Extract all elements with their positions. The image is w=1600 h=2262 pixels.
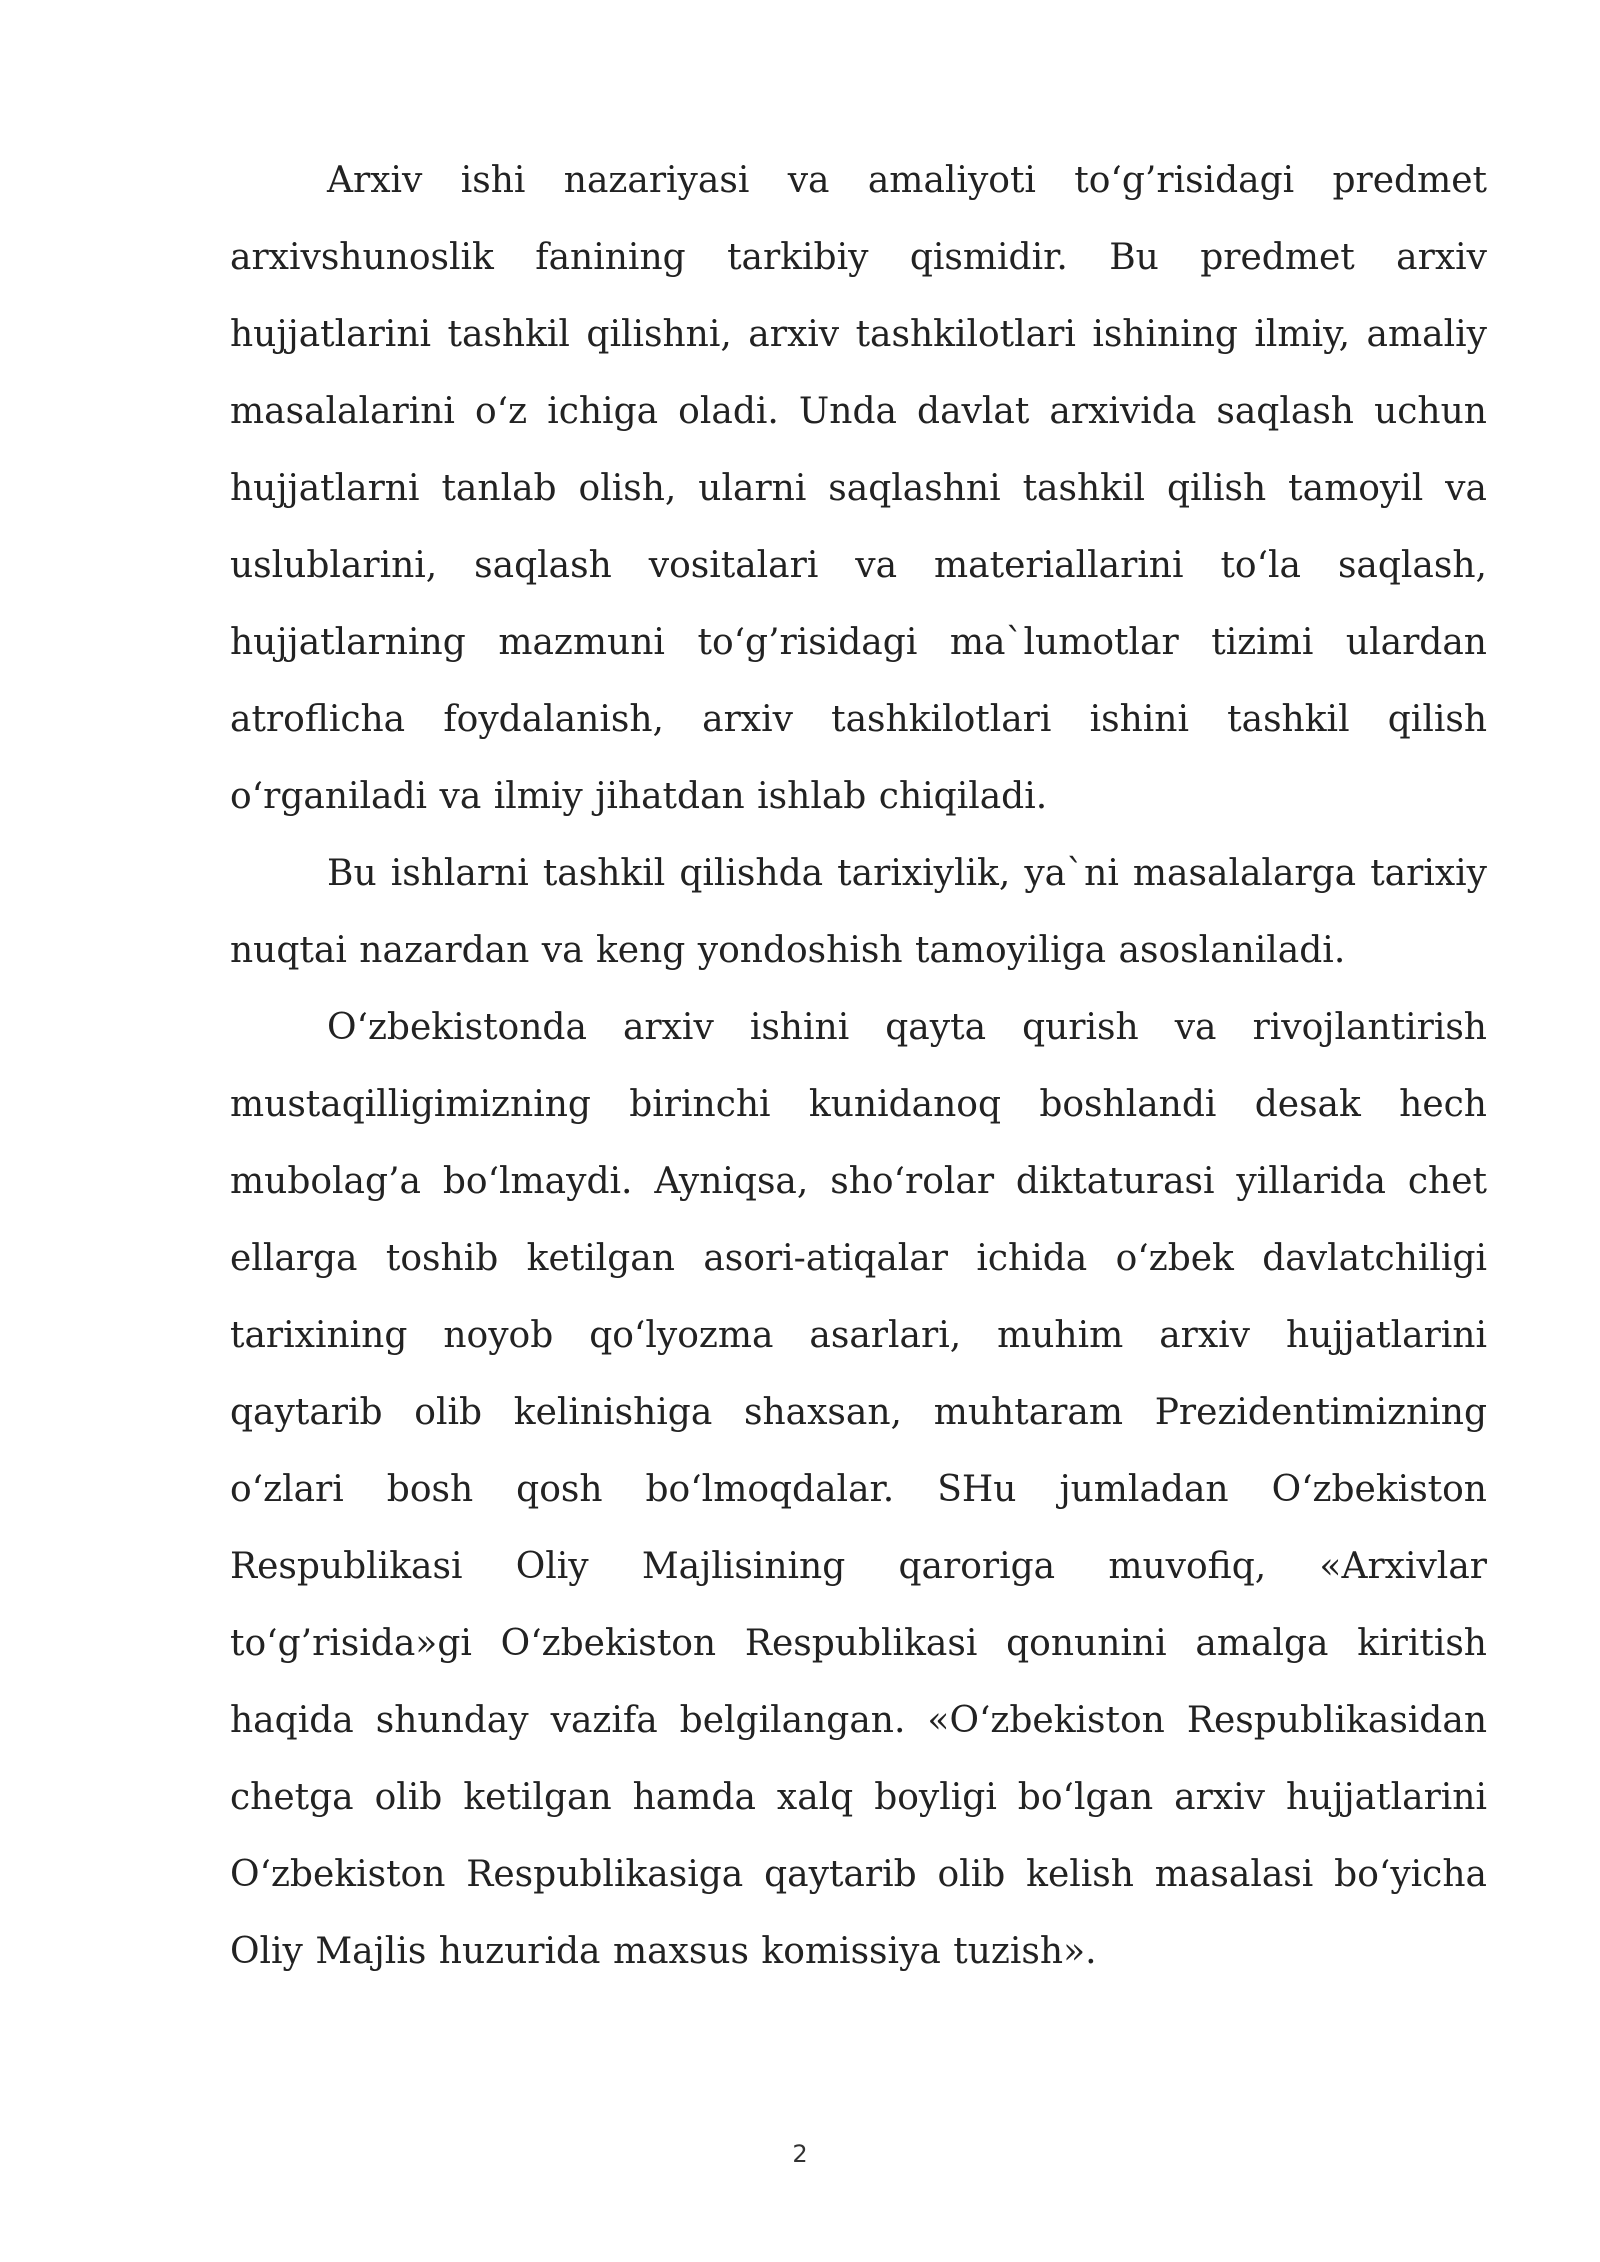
paragraph-historicity-principle: Bu ishlarni tashkil qilishda tarixiylik, ya`ni masalalarga tarixiy nuqtai nazardan va keng yondoshish tamoyiliga asoslaniladi. bbox=[230, 853, 1487, 971]
body-text bbox=[230, 142, 1487, 1990]
page-number: 2 bbox=[792, 2140, 808, 2168]
paragraph-uzbekistan-archives: O‘zbekistonda arxiv ishini qayta qurish va rivojlantirish mustaqilligimizning birinchi kunidanoq boshlandi desak hech mubolag’a bo‘lmaydi. Ayniqsa, sho‘rolar diktaturasi yillarida chet ellarga toshib ketilgan asori-atiqalar ichida o‘zbek davlatchiligi tarixining noyob qo‘lyozma asarlari, muhim arxiv hujjatlarini qaytarib olib kelinishiga shaxsan, muhtaram Prezidentimizning o‘zlari bosh qosh bo‘lmoqdalar. SHu jumladan O‘zbekiston Respublikasi Oliy Majlisining qaroriga muvofiq, «Arxivlar to‘g’risida»gi O‘zbekiston Respublikasi qonunini amalga kiritish haqida shunday vazifa belgilangan. «O‘zbekiston Respublikasidan chetga olib ketilgan hamda xalq boyligi bo‘lgan arxiv hujjatlarini O‘zbekiston Respublikasiga qaytarib olib kelish masalasi bo‘yicha Oliy Majlis huzurida maxsus komissiya tuzish». bbox=[230, 1007, 1487, 1972]
paragraph-archive-theory: Arxiv ishi nazariyasi va amaliyoti to‘g’risidagi predmet arxivshunoslik fanining tarkibiy qismidir. Bu predmet arxiv hujjatlarini tashkil qilishni, arxiv tashkilotlari ishining ilmiy, amaliy masalalarini o‘z ichiga oladi. Unda davlat arxivida saqlash uchun hujjatlarni tanlab olish, ularni saqlashni tashkil qilish tamoyil va uslublarini, saqlash vositalari va materiallarini to‘la saqlash, hujjatlarning mazmuni to‘g’risidagi ma`lumotlar tizimi ulardan atroflicha foydalanish, arxiv tashkilotlari ishini tashkil qilish o‘rganiladi va ilmiy jihatdan ishlab chiqiladi. bbox=[230, 160, 1487, 817]
